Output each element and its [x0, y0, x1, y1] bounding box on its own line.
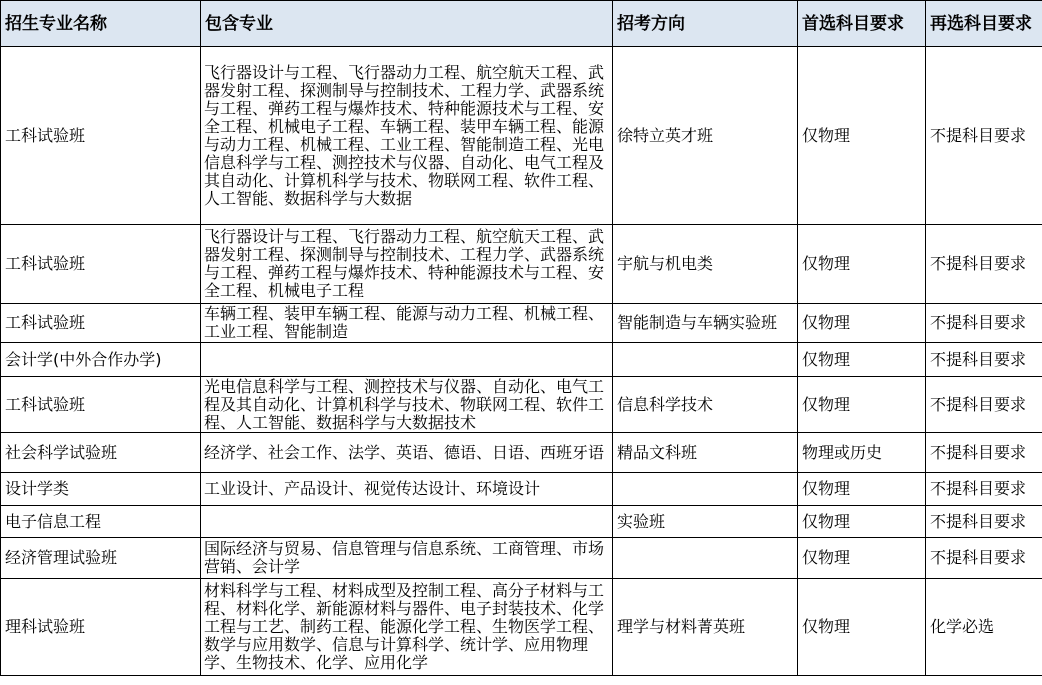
cell-second-subject: 不提科目要求 — [926, 433, 1042, 473]
cell-name: 会计学(中外合作办学) — [1, 343, 201, 377]
cell-direction: 实验班 — [613, 506, 798, 538]
cell-name: 电子信息工程 — [1, 506, 201, 538]
cell-majors: 国际经济与贸易、信息管理与信息系统、工商管理、市场营销、会计学 — [201, 538, 613, 579]
cell-second-subject: 不提科目要求 — [926, 343, 1042, 377]
cell-direction: 精品文科班 — [613, 433, 798, 473]
cell-first-subject: 仅物理 — [798, 225, 926, 304]
cell-second-subject: 不提科目要求 — [926, 538, 1042, 579]
cell-direction: 信息科学技术 — [613, 377, 798, 433]
table-row — [1, 473, 1042, 506]
cell-first-subject: 仅物理 — [798, 473, 926, 506]
table-row — [1, 506, 1042, 538]
cell-name: 工科试验班 — [1, 304, 201, 343]
cell-first-subject: 仅物理 — [798, 304, 926, 343]
cell-majors: 材料科学与工程、材料成型及控制工程、高分子材料与工程、材料化学、新能源材料与器件、电子封装技术、化学工程与工艺、制药工程、能源化学工程、生物医学工程、数学与应用数学、信息与计算科学、统计学、应用物理学、生物技术、化学、应用化学 — [201, 579, 613, 676]
table-row — [1, 343, 1042, 377]
cell-first-subject: 仅物理 — [798, 47, 926, 225]
cell-first-subject: 仅物理 — [798, 377, 926, 433]
table-row — [1, 47, 1042, 225]
cell-second-subject: 化学必选 — [926, 579, 1042, 676]
cell-second-subject: 不提科目要求 — [926, 473, 1042, 506]
header-second: 再选科目要求 — [926, 1, 1042, 47]
cell-direction — [613, 473, 798, 506]
cell-first-subject: 物理或历史 — [798, 433, 926, 473]
cell-direction: 理学与材料菁英班 — [613, 579, 798, 676]
cell-majors: 飞行器设计与工程、飞行器动力工程、航空航天工程、武器发射工程、探测制导与控制技术、工程力学、武器系统与工程、弹药工程与爆炸技术、特种能源技术与工程、安全工程、机械电子工程、车辆工程、装甲车辆工程、能源与动力工程、机械工程、工业工程、智能制造工程、光电信息科学与工程、测控技术与仪器、自动化、电气工程及其自动化、计算机科学与技术、物联网工程、软件工程、人工智能、数据科学与大数据 — [201, 47, 613, 225]
table-row — [1, 538, 1042, 579]
cell-name: 工科试验班 — [1, 225, 201, 304]
header-first: 首选科目要求 — [798, 1, 926, 47]
cell-name: 理科试验班 — [1, 579, 201, 676]
table-row — [1, 433, 1042, 473]
cell-first-subject: 仅物理 — [798, 538, 926, 579]
cell-direction: 徐特立英才班 — [613, 47, 798, 225]
cell-majors: 车辆工程、装甲车辆工程、能源与动力工程、机械工程、工业工程、智能制造 — [201, 304, 613, 343]
cell-name: 经济管理试验班 — [1, 538, 201, 579]
cell-second-subject: 不提科目要求 — [926, 304, 1042, 343]
cell-first-subject: 仅物理 — [798, 579, 926, 676]
table-row — [1, 304, 1042, 343]
header-majors: 包含专业 — [201, 1, 613, 47]
cell-majors: 工业设计、产品设计、视觉传达设计、环境设计 — [201, 473, 613, 506]
cell-majors — [201, 343, 613, 377]
cell-first-subject: 仅物理 — [798, 506, 926, 538]
cell-majors: 飞行器设计与工程、飞行器动力工程、航空航天工程、武器发射工程、探测制导与控制技术、工程力学、武器系统与工程、弹药工程与爆炸技术、特种能源技术与工程、安全工程、机械电子工程 — [201, 225, 613, 304]
cell-name: 设计学类 — [1, 473, 201, 506]
cell-majors: 光电信息科学与工程、测控技术与仪器、自动化、电气工程及其自动化、计算机科学与技术、物联网工程、软件工程、人工智能、数据科学与大数据技术 — [201, 377, 613, 433]
cell-name: 工科试验班 — [1, 47, 201, 225]
cell-name: 工科试验班 — [1, 377, 201, 433]
table-row — [1, 377, 1042, 433]
cell-direction — [613, 538, 798, 579]
cell-second-subject: 不提科目要求 — [926, 225, 1042, 304]
cell-name: 社会科学试验班 — [1, 433, 201, 473]
table-row — [1, 225, 1042, 304]
cell-direction — [613, 343, 798, 377]
cell-second-subject: 不提科目要求 — [926, 506, 1042, 538]
cell-direction: 宇航与机电类 — [613, 225, 798, 304]
cell-first-subject: 仅物理 — [798, 343, 926, 377]
header-name: 招生专业名称 — [1, 1, 201, 47]
cell-majors: 经济学、社会工作、法学、英语、德语、日语、西班牙语 — [201, 433, 613, 473]
cell-direction: 智能制造与车辆实验班 — [613, 304, 798, 343]
cell-second-subject: 不提科目要求 — [926, 47, 1042, 225]
cell-second-subject: 不提科目要求 — [926, 377, 1042, 433]
table-row — [1, 579, 1042, 676]
header-direction: 招考方向 — [613, 1, 798, 47]
cell-majors — [201, 506, 613, 538]
header-row — [1, 1, 1042, 47]
